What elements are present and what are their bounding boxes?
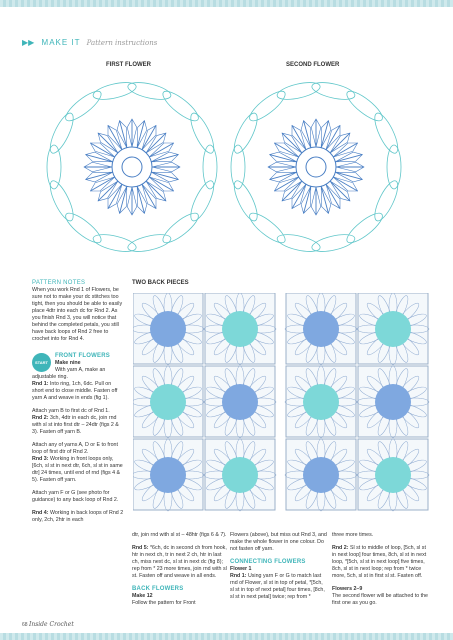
back-flower-square (285, 293, 357, 365)
front-rnd2-label: Rnd 2: (32, 415, 49, 421)
pattern-notes-title: PATTERN NOTES (32, 280, 86, 286)
front-rnd4-label: Rnd 4: (32, 510, 49, 516)
col3-rnd1-text: Using yarn F or G to match last rnd of Flower, sl st in top of petal, *[5ch, sl st in top of next petal] four times, [8ch, sl st in next petal] twice; rep from * (230, 573, 325, 600)
top-stripe (0, 0, 453, 7)
header-title: MAKE IT (41, 38, 81, 47)
column-1 (32, 280, 124, 530)
pattern-notes-text: When you work Rnd 1 of Flowers, be sure not to make your dc stitches too tight, then you should be able to easily place 4dtr into each dc for Rnd 2. As you finish Rnd 3, you will notice that behind the completed petals, you still have back loops of Rnd 2 free to crochet into for Rnd 4. (32, 287, 123, 342)
col3-p1: Flowers (above), but miss out Rnd 3, and make the whole flower in one colour. Do not fasten off yarn. (230, 532, 327, 552)
front-rnd2-text: 3ch, 4dtr in each dc, join rnd with sl st into first dtr – 24dtr (figs 2 & 3). Fasten off yarn B. (32, 415, 119, 435)
col4-p1: three more times. (332, 532, 374, 538)
col2-p3: Follow the pattern for Front (132, 600, 196, 606)
front-rnd1-text: Into ring, 1ch, 6dc. Pull on short end to close middle. Fasten off yarn A and weave in ends (fig 1). (32, 381, 118, 401)
back-flower-square (285, 439, 357, 511)
col4-p3: The second flower will be attached to the first one as you go. (332, 593, 428, 606)
first-flower-diagram (46, 79, 218, 255)
front-rnd4-text: Working in back loops of Rnd 2 only, 2ch, 2htr in each (32, 510, 124, 523)
page-footer (22, 621, 74, 628)
front-intro: With yarn A, make an adjustable ring. (32, 367, 106, 380)
first-flower-label: FIRST FLOWER (106, 62, 151, 68)
front-p4: Attach yarn F or G (see photo for guidance) to any back loop of Rnd 2. (32, 490, 119, 503)
front-flowers-block (32, 353, 124, 524)
back-flower-square (285, 366, 357, 438)
page-number: 68 (22, 622, 28, 628)
front-rnd3-label: Rnd 3: (32, 456, 49, 462)
column-4 (332, 532, 430, 613)
back-flower-square (204, 439, 276, 511)
col2-rnd5-text: *6ch, dc in second ch from hook, htr in next ch, tr in next 2 ch, htr in last ch, miss next dc, sl st in next dc (fig 8); rep from * 23 more times, join rnd with sl st. Fasten off and weave in all ends. (132, 545, 227, 579)
back-flowers-heading: BACK FLOWERS (132, 586, 184, 592)
back-flower-square (357, 366, 429, 438)
back-flower-square (204, 293, 276, 365)
back-pieces-diagram (133, 293, 431, 513)
back-flower-square (204, 366, 276, 438)
connecting-flowers-heading: CONNECTING FLOWERS (230, 559, 306, 565)
back-flower-square (133, 439, 204, 511)
front-flowers-heading: FRONT FLOWERS (55, 353, 110, 359)
page-header (22, 38, 157, 47)
flowers-2-9-subheading: Flowers 2–9 (332, 586, 363, 592)
front-make-count: Make nine (55, 360, 81, 366)
bottom-stripe (0, 633, 453, 640)
back-flower-square (357, 293, 429, 365)
col3-rnd1-label: Rnd 1: (230, 573, 247, 579)
header-subtitle: Pattern instructions (86, 39, 158, 47)
front-p3: Attach any of yarns A, D or E to front loop of first dtr of Rnd 2. (32, 442, 118, 455)
col4-rnd2-text: Sl st to middle of loop, [5ch, sl st in next loop] four times, 8ch, sl st in next loop, *[5ch, sl st in next loop] five times, 8ch, sl st in next loop; rep from * twice more, 5ch, sl st in first sl st. Fasten off. (332, 545, 427, 579)
back-pieces-title: TWO BACK PIECES (132, 280, 189, 286)
flower-joining-diagram (14, 68, 439, 266)
second-flower-label: SECOND FLOWER (286, 62, 340, 68)
front-p2: Attach yarn B to first dc of Rnd 1. (32, 408, 110, 414)
column-3 (230, 532, 327, 607)
back-flower-square (133, 293, 204, 365)
back-make-count: Make 12 (132, 593, 153, 599)
arrow-icons: ▶▶ (22, 38, 35, 47)
back-flower-square (357, 439, 429, 511)
col2-p1: dtr, join rnd with sl st – 48htr (figs 6 & 7). (132, 532, 227, 538)
front-rnd3-text: Working in front loops only, [6ch, sl st in next dtr, 6ch, sl st in same dtr] 24 times, until end of rnd (figs 4 & 5). Fasten off yarn. (32, 456, 123, 483)
column-2 (132, 532, 227, 613)
magazine-brand: Inside Crochet (28, 621, 74, 628)
front-rnd1-label: Rnd 1: (32, 381, 49, 387)
col4-rnd2-label: Rnd 2: (332, 545, 349, 551)
back-flower-square (133, 366, 204, 438)
second-flower-diagram (230, 79, 402, 255)
col2-rnd5-label: Rnd 5: (132, 545, 149, 551)
start-badge: START (32, 353, 51, 372)
flower-1-subheading: Flower 1 (230, 566, 252, 572)
